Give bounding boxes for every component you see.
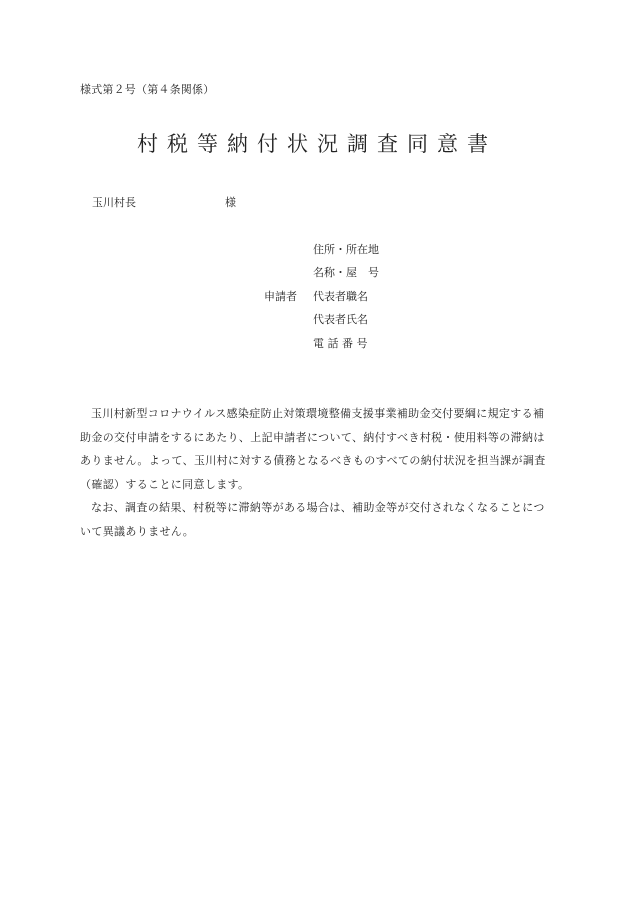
field-address: 住所・所在地 [313, 243, 379, 256]
field-representative-name: 代表者氏名 [313, 313, 368, 326]
consent-body [80, 402, 550, 543]
consent-paragraph-2: なお、調査の結果、村税等に滞納等がある場合は、補助金等が交付されなくなることについて異議ありません。 [80, 501, 545, 538]
field-representative-title: 代表者職名 [313, 290, 368, 303]
field-phone-number: 電 話 番 号 [313, 337, 368, 350]
consent-paragraph-1: 玉川村新型コロナウイルス感染症防止対策環境整備支援事業補助金交付要綱に規定する補助金の交付申請をするにあたり、上記申請者について、納付すべき村税・使用料等の滞納はありません。よって、玉川村に対する債務となるべきものすべての納付状況を担当課が調査（確認）することに同意します。 [80, 407, 546, 491]
addressee [92, 194, 252, 210]
form-number: 様式第２号（第４条関係） [80, 83, 215, 96]
field-business-name: 名称・屋 号 [313, 266, 379, 279]
addressee-name: 玉川村長 [92, 196, 136, 209]
applicant-block [264, 241, 444, 361]
document-title: 村税等納付状況調査同意書 [137, 132, 497, 156]
addressee-honorific: 様 [225, 196, 236, 209]
applicant-label: 申請者 [264, 290, 297, 303]
